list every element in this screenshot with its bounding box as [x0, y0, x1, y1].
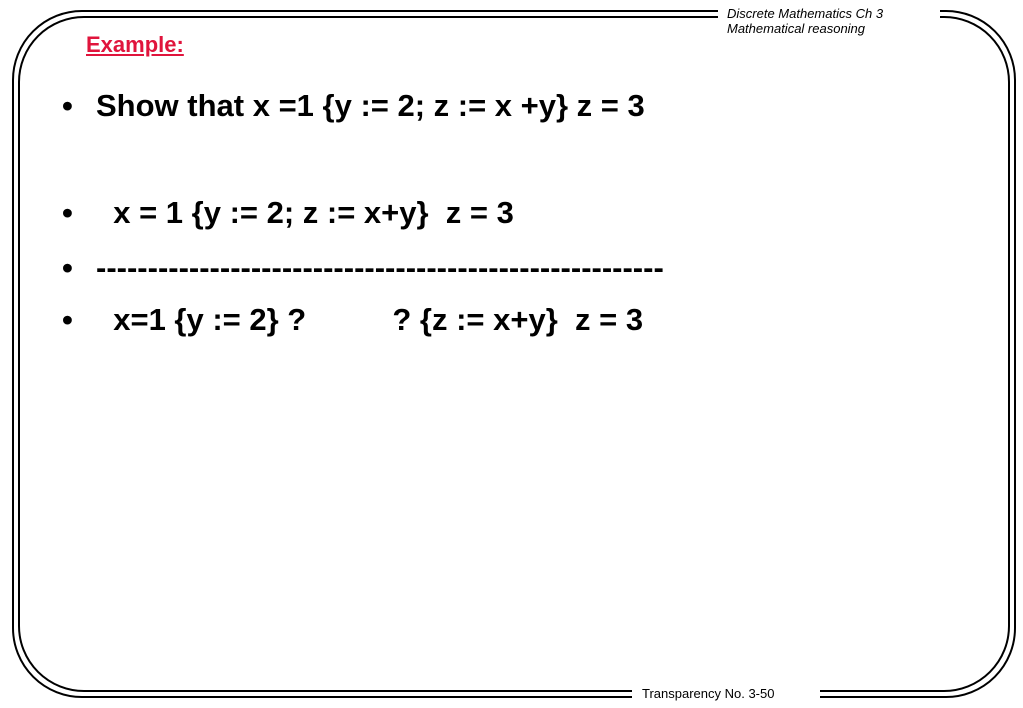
bullet-dot: • — [62, 302, 73, 337]
bullet-text: x = 1 {y := 2; z := x+y} z = 3 — [96, 195, 514, 230]
slide-title: Example: — [86, 32, 184, 57]
bullet-dot: • — [62, 250, 73, 285]
course-header — [727, 6, 883, 36]
bullet-text: x=1 {y := 2} ? ? {z := x+y} z = 3 — [96, 302, 644, 337]
bullet-item — [62, 302, 644, 410]
bullet-dot: • — [62, 88, 73, 123]
bullet-text: ------------------------------------------------------- — [96, 250, 664, 285]
course-header-line1: Discrete Mathematics Ch 3 — [727, 6, 884, 21]
bullet-dot: • — [62, 195, 73, 230]
bullet-text: Show that x =1 {y := 2; z := x +y} z = 3 — [96, 88, 645, 123]
bullet-item — [62, 88, 645, 196]
footer-label: Transparency No. 3-50 — [642, 686, 775, 701]
course-header-line2: Mathematical reasoning — [727, 21, 866, 36]
